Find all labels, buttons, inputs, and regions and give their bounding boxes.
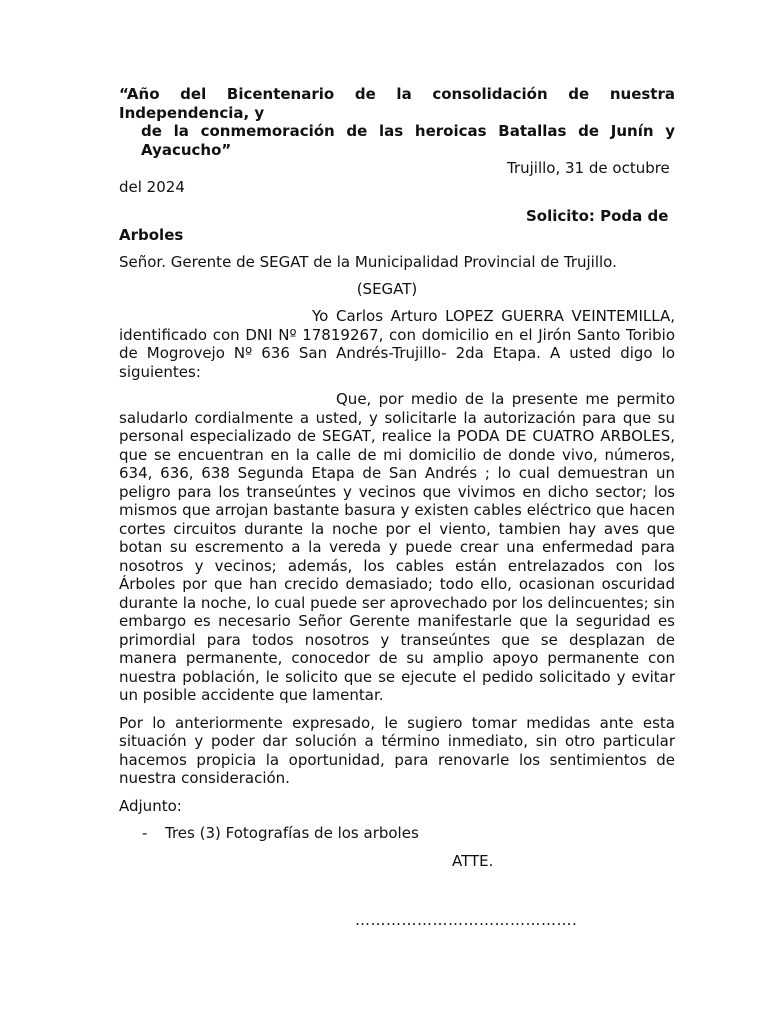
request-paragraph: Que, por medio de la presente me permito saludarlo cordialmente a usted, y solicitarle la autorización para que su personal especializado de SEGAT, realice la PODA DE CUATRO ARBOLES, que se encuentran en la calle de mi domicilio de donde vivo, números, 634, 636, 638 Segunda Etapa de San Andrés ; lo cual demuestran un peligro para los transeúntes y vecinos que vivimos en dicho sector; los mismos que arrojan bastante basura y existen cables eléctrico que hacen cortes circuitos durante la noche por el viento, tambien hay aves que botan su escremento a la vereda y puede crear una enfermedad para nosotros y vecinos; además, los cables están entrelazados con los Árboles por que han crecido demasiado; todo ello, ocasionan oscuridad durante la noche, lo cual puede ser aprovechado por los delincuentes; sin embargo es necesario Señor Gerente manifestarle que la seguridad es primordial para todos nosotros y transeúntes que se desplazan de manera permanente, conocedor de su amplio apoyo permanente con nuestra población, le solicito que se ejecute el pedido solicitado y evitar un posible accidente que lamentar.	[119, 390, 675, 704]
letter-subject: Solicito: Poda de Arboles	[119, 207, 669, 244]
letter-page	[119, 85, 675, 930]
intro-paragraph: Yo Carlos Arturo LOPEZ GUERRA VEINTEMILLA, identificado con DNI Nº 17819267, con domicilio en el Jirón Santo Toribio de Mogrovejo Nº 636 San Andrés-Trujillo- 2da Etapa. A usted digo lo siguientes:	[119, 307, 675, 381]
signature-line: …………………………………….	[355, 911, 578, 929]
recipient-line: Señor. Gerente de SEGAT de la Municipalidad Provincial de Trujillo.	[119, 253, 617, 271]
attachments-list	[119, 824, 675, 843]
closing-salutation: ATTE.	[452, 851, 494, 870]
list-item	[119, 824, 675, 843]
commemorative-heading	[119, 85, 675, 159]
bullet-dash: -	[142, 824, 148, 842]
letter-date: Trujillo, 31 de octubre del 2024	[119, 159, 670, 196]
closing-paragraph: Por lo anteriormente expresado, le sugiero tomar medidas ante esta situación y poder dar solución a término inmediato, sin otro particular hacemos propicia la oportunidad, para renovarle los sentimientos de nuestra consideración.	[119, 713, 675, 787]
recipient-abbrev: (SEGAT)	[356, 279, 418, 298]
attachments-label: Adjunto:	[119, 796, 182, 815]
heading-line-1: “Año del Bicentenario de la consolidación de nuestra Independencia, y	[119, 85, 675, 122]
attachment-text: Tres (3) Fotografías de los arboles	[165, 824, 419, 842]
heading-line-2: de la conmemoración de las heroicas Batallas de Junín y Ayacucho”	[141, 122, 675, 159]
